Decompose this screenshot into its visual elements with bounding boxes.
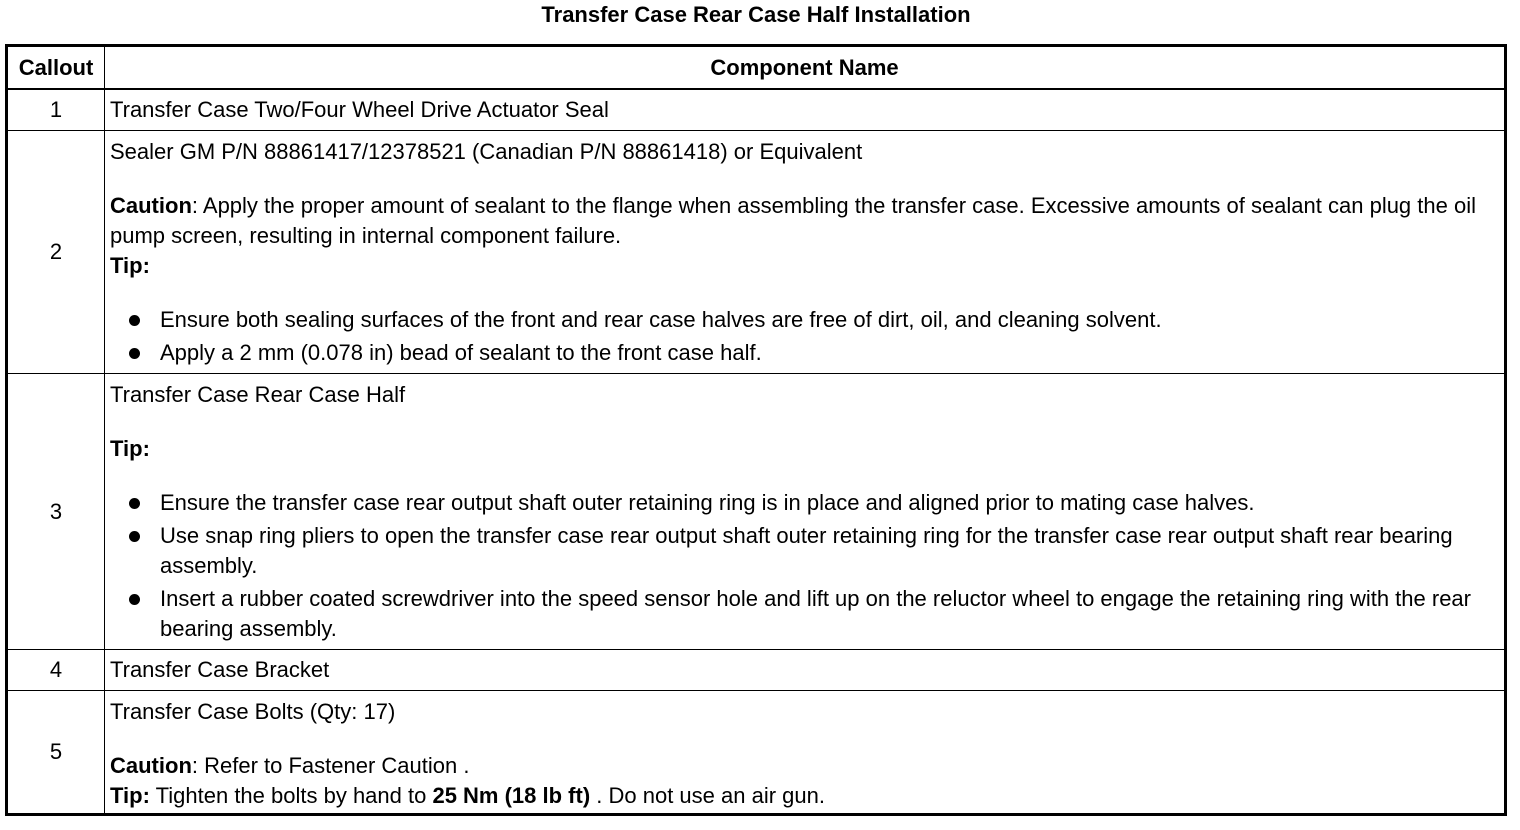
- tip-list: [110, 488, 1499, 644]
- callout-number: 5: [7, 691, 105, 815]
- list-item: Ensure both sealing surfaces of the front and rear case halves are free of dirt, oil, and cleaning solvent.: [160, 305, 1499, 335]
- component-details: [105, 131, 1506, 374]
- component-details: [105, 374, 1506, 650]
- component-name: Transfer Case Rear Case Half: [110, 382, 406, 407]
- list-item: Ensure the transfer case rear output shaft outer retaining ring is in place and aligned prior to mating case halves.: [160, 488, 1499, 518]
- caution-label: Caution: [110, 753, 192, 778]
- component-name: Sealer GM P/N 88861417/12378521 (Canadian P/N 88861418) or Equivalent: [110, 139, 863, 164]
- component-name: Transfer Case Bracket: [105, 650, 1506, 691]
- callout-number: 3: [7, 374, 105, 650]
- table-row: [7, 691, 1506, 815]
- list-item: Use snap ring pliers to open the transfer case rear output shaft outer retaining ring for the transfer case rear output shaft rear bearing assembly.: [160, 521, 1499, 581]
- tip-text: Tighten the bolts by hand to: [149, 783, 433, 808]
- tip-note: [110, 781, 1499, 811]
- component-name-column-header: Component Name: [105, 46, 1506, 90]
- table-row: [7, 374, 1506, 650]
- table-row: [7, 131, 1506, 374]
- tip-list: [110, 305, 1499, 368]
- table-row: [7, 89, 1506, 131]
- caution-text: : Apply the proper amount of sealant to the flange when assembling the transfer case. Excessive amounts of sealant can plug the oil pump screen, resulting in internal component failure.: [110, 193, 1476, 248]
- caution-label: Caution: [110, 193, 192, 218]
- callout-number: 2: [7, 131, 105, 374]
- component-details: [105, 691, 1506, 815]
- document-title: Transfer Case Rear Case Half Installation: [541, 2, 971, 27]
- caution-text: : Refer to Fastener Caution .: [191, 753, 470, 778]
- component-name: Transfer Case Bolts (Qty: 17): [110, 699, 396, 724]
- list-item: Apply a 2 mm (0.078 in) bead of sealant to the front case half.: [160, 338, 1499, 368]
- table-header-row: [7, 46, 1506, 90]
- component-name: Transfer Case Two/Four Wheel Drive Actuator Seal: [105, 89, 1506, 131]
- table-row: [7, 650, 1506, 691]
- tip-label: Tip:: [110, 783, 150, 808]
- callout-number: 1: [7, 89, 105, 131]
- caution-note: [110, 191, 1499, 251]
- tip-label: Tip:: [110, 436, 150, 461]
- tip-text: . Do not use an air gun.: [590, 783, 825, 808]
- list-item: Insert a rubber coated screwdriver into the speed sensor hole and lift up on the reluctor wheel to engage the retaining ring with the rear bearing assembly.: [160, 584, 1499, 644]
- tip-label: Tip:: [110, 253, 150, 278]
- callout-table: [5, 44, 1507, 816]
- callout-number: 4: [7, 650, 105, 691]
- caution-note: [110, 751, 1499, 781]
- torque-spec: 25 Nm (18 lb ft): [432, 783, 591, 808]
- callout-column-header: Callout: [7, 46, 105, 90]
